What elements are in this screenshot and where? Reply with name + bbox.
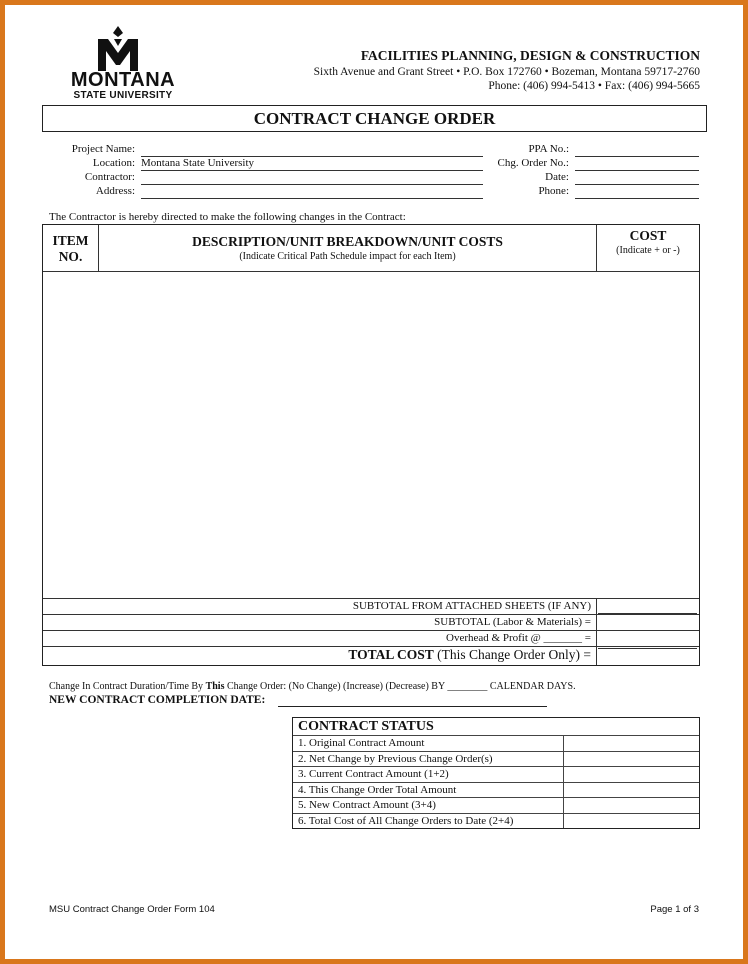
status-row-label: 3. Current Contract Amount (1+2): [298, 768, 449, 780]
department-title: FACILITIES PLANNING, DESIGN & CONSTRUCTION: [360, 48, 700, 63]
duration-suffix: Change Order: (No Change) (Increase) (Decrease) BY ________ CALENDAR DAYS.: [224, 681, 576, 692]
status-row: [293, 797, 699, 813]
form-page: [5, 5, 743, 959]
project-name-field[interactable]: [141, 143, 483, 157]
overhead-label: Overhead & Profit @ _______ =: [446, 632, 591, 644]
contractor-label: Contractor:: [84, 171, 135, 183]
status-row-value[interactable]: [563, 767, 699, 782]
total-cost-value[interactable]: [598, 648, 697, 663]
cost-subheader: (Indicate + or -): [616, 245, 680, 256]
msu-logo-icon: [94, 25, 142, 73]
status-row-value[interactable]: [563, 814, 699, 829]
status-row-value[interactable]: [563, 783, 699, 798]
completion-date-label: NEW CONTRACT COMPLETION DATE:: [49, 694, 266, 706]
phone-field[interactable]: [575, 185, 699, 199]
description-subheader: (Indicate Critical Path Schedule impact for each Item): [239, 251, 456, 262]
contract-status-title: CONTRACT STATUS: [298, 719, 434, 734]
status-row: [293, 751, 699, 767]
ppa-label: PPA No.:: [528, 143, 569, 155]
footer-page-number: Page 1 of 3: [650, 904, 699, 915]
contract-status-table: [292, 717, 700, 829]
header-phone: Phone: (406) 994-5413 • Fax: (406) 994-5665: [488, 80, 700, 92]
location-label: Location:: [92, 157, 135, 169]
subtotal-labor-label: SUBTOTAL (Labor & Materials) =: [434, 616, 591, 628]
status-row: [293, 813, 699, 829]
item-header-line2: NO.: [58, 249, 83, 264]
logo-subtitle: STATE UNIVERSITY: [73, 90, 173, 101]
ppa-field[interactable]: [575, 143, 699, 157]
item-header: [43, 233, 98, 265]
items-body[interactable]: [43, 272, 699, 597]
subtotal-labor-value[interactable]: [598, 616, 697, 629]
page-title: CONTRACT CHANGE ORDER: [42, 105, 707, 132]
location-field[interactable]: Montana State University: [141, 157, 483, 171]
item-header-line1: ITEM: [52, 233, 89, 248]
status-row: [293, 782, 699, 798]
duration-prefix: Change In Contract Duration/Time By: [49, 681, 206, 692]
total-cost-label: [43, 647, 591, 663]
directive-text: The Contractor is hereby directed to make the following changes in the Contract:: [49, 211, 406, 223]
status-row-value[interactable]: [563, 752, 699, 767]
status-row-label: 5. New Contract Amount (3+4): [298, 799, 436, 811]
project-name-label: Project Name:: [71, 143, 135, 155]
status-row: [293, 735, 699, 751]
status-row-label: 4. This Change Order Total Amount: [298, 783, 457, 796]
change-items-table: [42, 224, 700, 666]
status-row-value[interactable]: [563, 736, 699, 751]
overhead-value[interactable]: [598, 632, 697, 645]
status-row-label: 1. Original Contract Amount: [298, 737, 425, 749]
status-row: [293, 766, 699, 782]
logo-name: MONTANA: [70, 69, 176, 91]
status-row-value[interactable]: [563, 798, 699, 813]
status-row-label: 2. Net Change by Previous Change Order(s): [298, 752, 493, 765]
chg-order-label: Chg. Order No.:: [497, 157, 569, 169]
date-label: Date:: [545, 171, 569, 183]
address-label: Address:: [95, 185, 135, 197]
description-header: DESCRIPTION/UNIT BREAKDOWN/UNIT COSTS: [192, 234, 503, 249]
status-row-label: 6. Total Cost of All Change Orders to Date (2+4): [298, 814, 514, 827]
header-address: Sixth Avenue and Grant Street • P.O. Box 172760 • Bozeman, Montana 59717-2760: [313, 66, 700, 78]
subtotal-attached-value[interactable]: [598, 600, 697, 614]
completion-date-field[interactable]: [278, 693, 547, 707]
date-field[interactable]: [575, 171, 699, 185]
duration-bold: This: [205, 681, 225, 692]
total-cost-bold: TOTAL COST: [348, 647, 434, 662]
address-field[interactable]: [141, 185, 483, 199]
total-cost-rest: (This Change Order Only) =: [433, 647, 591, 662]
chg-order-field[interactable]: [575, 157, 699, 171]
phone-label: Phone:: [538, 185, 569, 197]
subtotal-attached-label: SUBTOTAL FROM ATTACHED SHEETS (IF ANY): [352, 600, 591, 612]
duration-text: [49, 681, 576, 692]
footer-form-name: MSU Contract Change Order Form 104: [49, 904, 215, 915]
contractor-field[interactable]: [141, 171, 483, 185]
cost-header: COST: [629, 228, 667, 243]
